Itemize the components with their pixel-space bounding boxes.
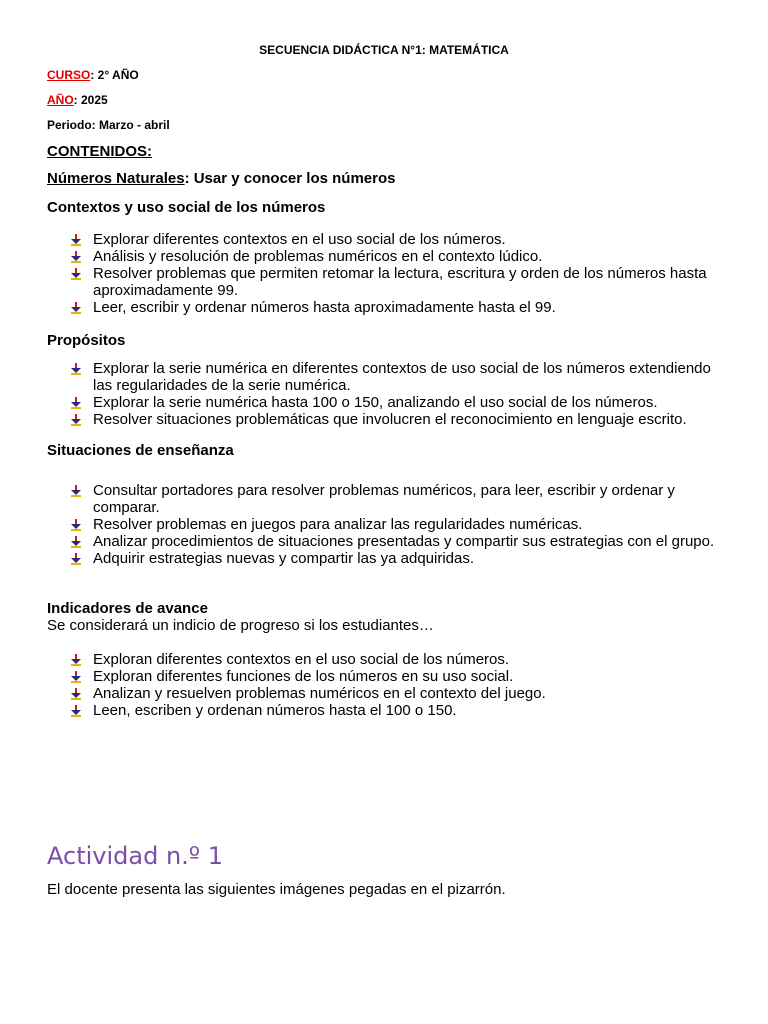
list-item-text: Resolver problemas que permiten retomar la lectura, escritura y orden de los números hasta aproximadamente 99. — [93, 265, 707, 299]
list-item-text: Consultar portadores para resolver problemas numéricos, para leer, escribir y ordenar y comparar. — [93, 482, 675, 516]
numeros-naturales-rest: : Usar y conocer los números — [184, 170, 396, 187]
actividad-text: El docente presenta las siguientes imágenes pegadas en el pizarrón. — [47, 881, 506, 898]
list-item — [47, 482, 717, 516]
propositos-list — [47, 360, 717, 428]
down-arrow-bullet-icon — [71, 671, 81, 683]
list-item — [47, 265, 717, 299]
numeros-naturales-label: Números Naturales — [47, 170, 185, 187]
contextos-heading: Contextos y uso social de los números — [47, 199, 326, 216]
list-item-text: Analizan y resuelven problemas numéricos en el contexto del juego. — [93, 685, 546, 702]
list-item — [47, 248, 717, 265]
list-item — [47, 550, 717, 567]
list-item-text: Exploran diferentes contextos en el uso social de los números. — [93, 651, 510, 668]
indicadores-heading: Indicadores de avance — [47, 600, 208, 617]
situaciones-list — [47, 482, 717, 567]
list-item-text: Leer, escribir y ordenar números hasta aproximadamente hasta el 99. — [93, 299, 556, 316]
curso-label: CURSO — [47, 68, 91, 82]
list-item — [47, 516, 717, 533]
list-item-text: Resolver problemas en juegos para analizar las regularidades numéricas. — [93, 516, 583, 533]
indicadores-intro: Se considerará un indicio de progreso si los estudiantes… — [47, 617, 434, 634]
actividad-title: Actividad n.º 1 — [47, 842, 223, 870]
down-arrow-bullet-icon — [71, 654, 81, 666]
list-item — [47, 702, 717, 719]
down-arrow-bullet-icon — [71, 414, 81, 426]
down-arrow-bullet-icon — [71, 363, 81, 375]
down-arrow-bullet-icon — [71, 553, 81, 565]
down-arrow-bullet-icon — [71, 536, 81, 548]
list-item — [47, 360, 717, 394]
list-item-text: Explorar diferentes contextos en el uso social de los números. — [93, 231, 506, 248]
list-item — [47, 231, 717, 248]
list-item — [47, 685, 717, 702]
down-arrow-bullet-icon — [71, 519, 81, 531]
down-arrow-bullet-icon — [71, 705, 81, 717]
propositos-heading: Propósitos — [47, 332, 126, 349]
periodo-line: Periodo: Marzo - abril — [47, 118, 170, 132]
list-item-text: Exploran diferentes funciones de los números en su uso social. — [93, 668, 514, 685]
indicadores-list — [47, 651, 717, 719]
down-arrow-bullet-icon — [71, 688, 81, 700]
curso-value: : 2° AÑO — [90, 68, 139, 82]
down-arrow-bullet-icon — [71, 268, 81, 280]
document-title: SECUENCIA DIDÁCTICA N°1: MATEMÁTICA — [259, 43, 509, 57]
contenidos-list — [47, 231, 717, 316]
list-item-text: Adquirir estrategias nuevas y compartir las ya adquiridas. — [93, 550, 475, 567]
list-item-text: Análisis y resolución de problemas numéricos en el contexto lúdico. — [93, 248, 543, 265]
list-item — [47, 299, 717, 316]
list-item — [47, 394, 717, 411]
down-arrow-bullet-icon — [71, 397, 81, 409]
list-item-text: Resolver situaciones problemáticas que involucren el reconocimiento en lenguaje escrito. — [93, 411, 687, 428]
down-arrow-bullet-icon — [71, 485, 81, 497]
list-item-text: Analizar procedimientos de situaciones presentadas y compartir sus estrategias con el grupo. — [93, 533, 715, 550]
anio-label: AÑO — [47, 93, 74, 107]
numeros-naturales-heading — [47, 170, 395, 187]
list-item — [47, 533, 717, 550]
down-arrow-bullet-icon — [71, 251, 81, 263]
list-item — [47, 411, 717, 428]
contenidos-heading: CONTENIDOS: — [47, 143, 152, 160]
anio-value: : 2025 — [73, 93, 108, 107]
anio-line — [47, 93, 108, 107]
down-arrow-bullet-icon — [71, 234, 81, 246]
list-item — [47, 668, 717, 685]
curso-line — [47, 68, 139, 82]
list-item-text: Explorar la serie numérica hasta 100 o 150, analizando el uso social de los números. — [93, 394, 658, 411]
situaciones-heading: Situaciones de enseñanza — [47, 442, 234, 459]
down-arrow-bullet-icon — [71, 302, 81, 314]
list-item — [47, 651, 717, 668]
list-item-text: Leen, escriben y ordenan números hasta el 100 o 150. — [93, 702, 457, 719]
list-item-text: Explorar la serie numérica en diferentes contextos de uso social de los números extendiendo las regularidades de la serie numérica. — [93, 360, 711, 394]
